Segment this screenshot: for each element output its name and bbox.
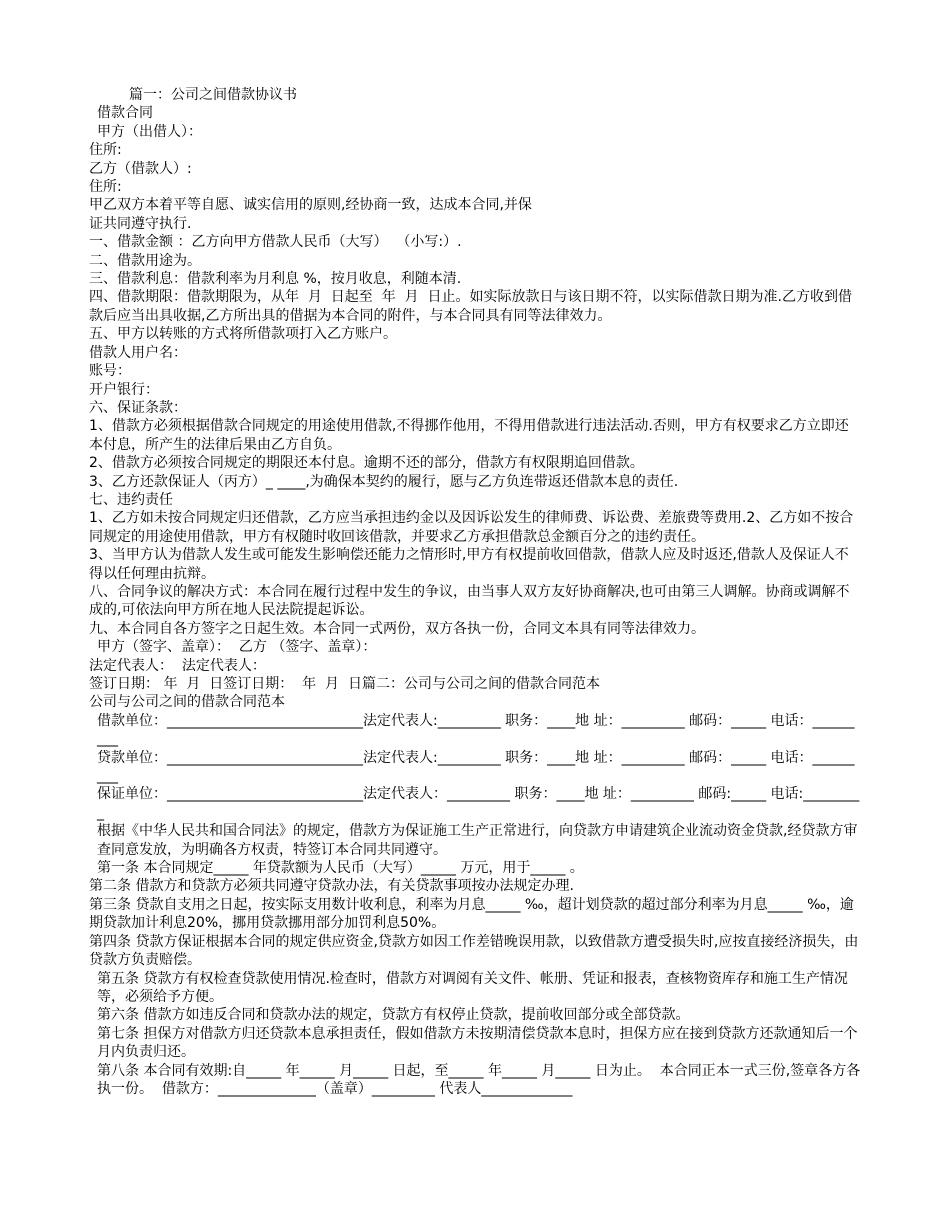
- article-2: 第二条 借款方和贷款方必须共同遵守贷款办法，有关贷款事项按办法规定办理.: [89, 878, 574, 895]
- article-7: 第七条 担保方对借款方归还贷款本息承担责任，假如借款方未按期清偿贷款本息时，担保方应在接到贷款方还款通知后一个月内负责归还。: [97, 1025, 858, 1061]
- borrower-label: 乙方（借款人）:: [89, 160, 192, 177]
- breach-item-1-2: 1、乙方如未按合同规定归还借款，乙方应当承担违约金以及因诉讼发生的律师费、诉讼费、差旅费等费用.2、乙方如不按合同规定的用途使用借款，甲方有权随时收回该借款，并要求乙方承担借款总金额百分之的违约责任。: [89, 510, 854, 545]
- guarantee-item-1: 1、借款方必须根据借款合同规定的用途使用借款,不得挪作他用，不得用借款进行违法活动.否则，甲方有权要求乙方立即还本付息，所产生的法律后果由乙方自负。: [89, 418, 849, 453]
- borrower-address: 住所:: [89, 179, 122, 196]
- account-bank: 开户银行：: [89, 381, 159, 398]
- clause-transfer: 五、甲方以转账的方式将所借款项打入乙方账户。: [89, 326, 397, 343]
- clause-breach-heading: 七、违约责任: [89, 491, 173, 508]
- legal-rep-line: 法定代表人： 法定代表人：: [89, 657, 266, 674]
- account-username: 借款人用户名：: [89, 344, 187, 361]
- breach-item-3: 3、当甲方认为借款人发生或可能发生影响偿还能力之情形时,甲方有权提前收回借款，借款人应及时返还,借款人及保证人不得以任何理由抗辩。: [89, 547, 849, 582]
- article-5: 第五条 贷款方有权检查贷款使用情况.检查时，借款方对调阅有关文件、帐册、凭证和报表，查核物资库存和施工生产情况等，必须给予方便。: [97, 970, 848, 1005]
- preamble-line-1: 甲乙双方本着平等自愿、诚实信用的原则,经协商一致，达成本合同,并保: [89, 197, 532, 214]
- article-4: 第四条 贷款方保证根据本合同的规定供应资金,贷款方如因工作差错晚误用款，以致借款方遭受损失时,应按直接经济损失，由贷款方负责赔偿。: [89, 933, 859, 969]
- clause-guarantee-heading: 六、保证条款：: [89, 399, 187, 416]
- guarantee-item-2: 2、借款方必须按合同规定的期限还本付息。逾期不还的部分，借款方有权限期追回借款。: [89, 455, 644, 472]
- preamble-line-2: 证共同遵守执行.: [89, 215, 192, 232]
- guarantor-unit-line: 保证单位：____________________________法定代表人：_________ 职务：____地 址：_________ 邮码:_____ 电话:_________: [97, 786, 860, 821]
- contract-basis: 根据《中华人民共和国合同法》的规定，借款方为保证施工生产正常进行，向贷款方申请建筑企业流动资金贷款,经贷款方审查同意发放，为明确各方权责，特签订本合同共同遵守。: [97, 823, 858, 858]
- signature-line: 甲方（签字、盖章）： 乙方 （签字、盖章）：: [97, 639, 377, 656]
- lender-address: 住所:: [89, 142, 122, 159]
- lender-label: 甲方（出借人）：: [97, 123, 202, 140]
- article-6: 第六条 借款方如违反合同和贷款办法的规定，贷款方有权停止贷款，提前收回部分或全部贷款。: [97, 1007, 690, 1024]
- clause-loan-purpose: 二、借款用途为。: [89, 252, 201, 269]
- contract-document: [89, 86, 861, 1098]
- section-heading-part2: 公司与公司之间的借款合同范本: [89, 694, 285, 711]
- clause-effective: 九、本合同自各方签字之日起生效。本合同一式两份，双方各执一份，合同文本具有同等法律效力。: [89, 620, 705, 637]
- sign-date-line: 签订日期： 年 月 日签订日期： 年 月 日篇二：公司与公司之间的借款合同范本: [89, 676, 600, 692]
- borrower-unit-line: 借款单位：____________________________法定代表人:_________ 职务：____地 址：_________ 邮码：_____ 电话：_________: [97, 712, 855, 748]
- clause-term: 四、借款期限：借款期限为，从年 月 日起至 年 月 日止。如实际放款日与该日期不符，以实际借款日期为准.乙方收到借款后应当出具收据,乙方所出具的借据为本合同的附件，与本合同具有同等法律效力。: [89, 289, 852, 324]
- section-heading-part1: 篇一：公司之间借款协议书: [129, 87, 297, 103]
- article-1: 第一条 本合同规定_____ 年贷款额为人民币（大写）_____ 万元，用于_____ 。: [97, 860, 584, 877]
- article-3: 第三条 贷款自支用之日起，按实际支用数计收利息，利率为月息_____ ‰，超计划贷款的超过部分利率为月息_____ ‰，逾期贷款加计利息20%，挪用贷款挪用部分加罚利息50%。: [89, 896, 854, 932]
- clause-interest: 三、借款利息：借款利率为月利息 %，按月收息，利随本清.: [89, 271, 462, 288]
- contract-title: 借款合同: [97, 105, 153, 122]
- account-number: 账号：: [89, 363, 131, 380]
- clause-loan-amount: 一、借款金额 ：乙方向甲方借款人民币（大写） （小写:）.: [89, 234, 462, 251]
- guarantee-item-3: 3、乙方还款保证人（丙方）_ ____,为确保本契约的履行，愿与乙方负连带返还借款本息的责任.: [89, 473, 679, 490]
- article-8: 第八条 本合同有效期:自_____ 年_____ 月_____ 日起，至_____ 年_____ 月_____ 日为止。 本合同正本一式三份,签章各方各执一份。 借款方：______________（盖章）_________ 代表人_____________: [97, 1062, 861, 1097]
- lender-unit-line: 贷款单位：____________________________法定代表人:_________ 职务：____地 址：_________ 邮码：_____ 电话：_________: [97, 749, 855, 785]
- clause-dispute: 八、合同争议的解决方式：本合同在履行过程中发生的争议，由当事人双方友好协商解决,也可由第三人调解。协商或调解不成的,可依法向甲方所在地人民法院提起诉讼。: [89, 583, 850, 619]
